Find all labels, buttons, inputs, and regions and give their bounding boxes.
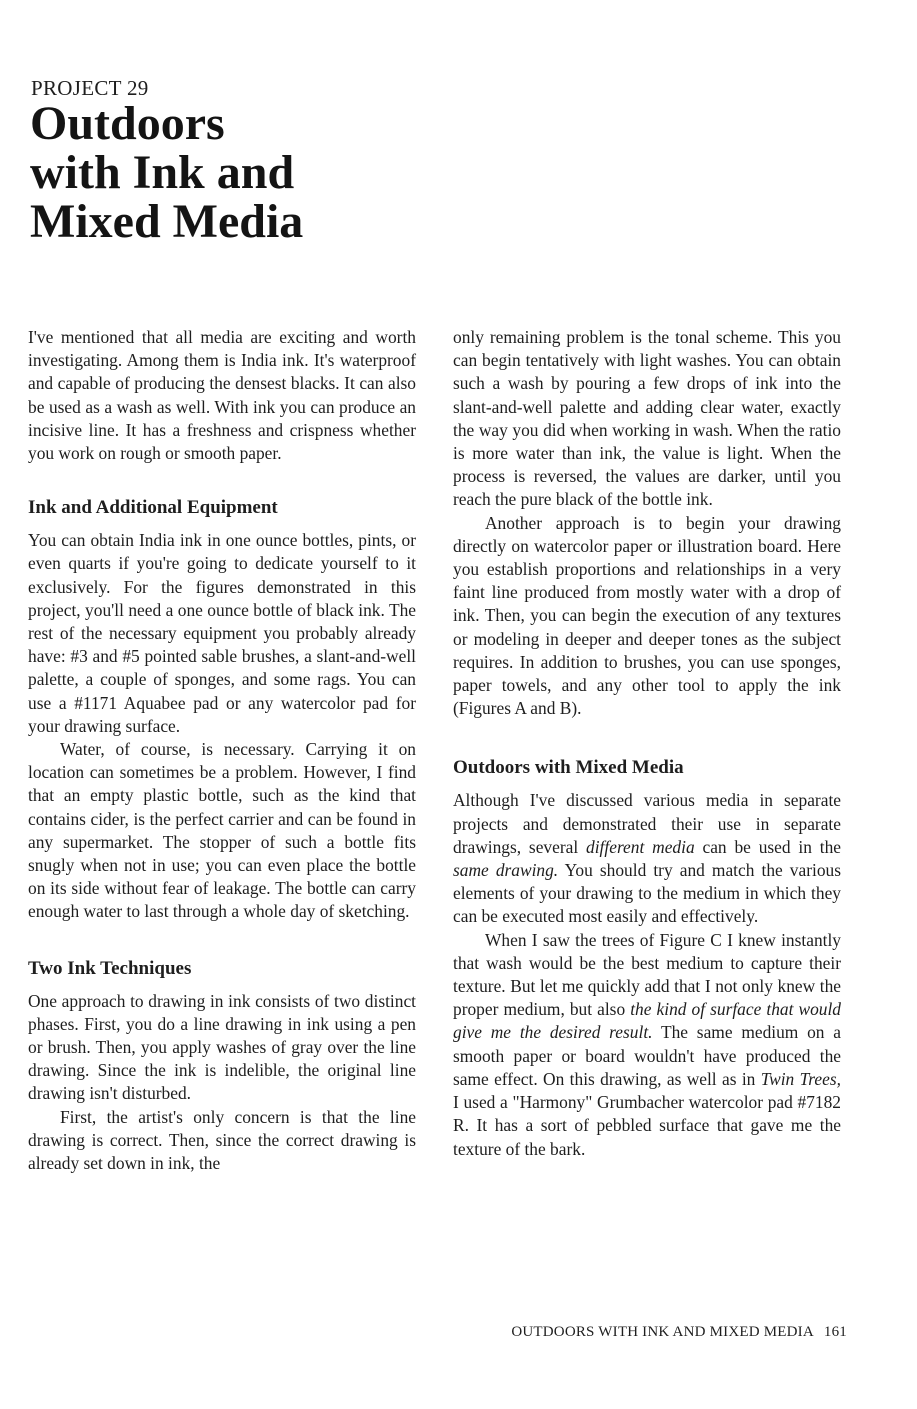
italic-text: same drawing.: [453, 860, 559, 881]
italic-text: Twin Trees,: [760, 1068, 841, 1089]
body-paragraph: You can obtain India ink in one ounce bottles, pints, or even quarts if you're going to dedicate yourself to it exclusively. For the figures demonstrated in this project, you'll need a one ounce bottle of black ink. The rest of the necessary equipment you probably already have: #3 and #5 pointed sable brushes, a slant-and-well palette, a couple of sponges, and some rags. You can use a #1171 Aquabee pad or any watercolor pad for your drawing surface.: [28, 530, 416, 736]
title-line: with Ink and: [30, 146, 295, 199]
text-run: I used a "Harmony" Grumbacher watercolor pad #7182 R. It has a sort of pebbled surface that gave me the texture of the bark.: [453, 1092, 841, 1159]
section-heading-ink-equipment: Ink and Additional Equipment: [28, 497, 278, 519]
body-paragraph: First, the artist's only concern is that the line drawing is correct. Then, since the correct drawing is already set down in ink, the: [28, 1106, 416, 1174]
text-run: When I saw the trees of Figure C I knew instantly that wash would be the best medium to capture their texture. But let me quickly add that I not only knew the proper medium, but also: [453, 929, 841, 1020]
body-paragraph: One approach to drawing in ink consists of two distinct phases. First, you do a line drawing in ink using a pen or brush. Then, you apply washes of gray over the line drawing. Since the ink is indelible, the original line drawing isn't disturbed.: [28, 990, 416, 1104]
section-heading-outdoors-mixed-media: Outdoors with Mixed Media: [453, 757, 684, 779]
body-paragraph: Another approach is to begin your drawing directly on watercolor paper or illustration board. Here you establish proportions and relationships in a very faint line produced from mostly water with a drop of ink. Then, you can begin the execution of any textures or modeling in deeper and deeper tones as the subject requires. In addition to brushes, you can use sponges, paper towels, and any other tool to apply the ink (Figures A and B).: [453, 512, 841, 719]
page-title: [30, 99, 303, 246]
title-line: Outdoors: [30, 97, 225, 150]
running-title: OUTDOORS WITH INK AND MIXED MEDIA: [511, 1324, 814, 1340]
page-number: 161: [823, 1324, 847, 1340]
body-paragraph: [453, 789, 841, 928]
italic-text: different media: [586, 836, 695, 857]
body-paragraph: Water, of course, is necessary. Carrying it on location can sometimes be a problem. However, I find that an empty plastic bottle, such as the kind that contains cider, is the perfect carrier and can be found in any supermarket. The stopper of such a bottle fits snugly when not in use; you can even place the bottle on its side without fear of leakage. The bottle can carry enough water to last through a whole day of sketching.: [28, 739, 416, 922]
italic-text: the kind of surface that would give me the desired result.: [453, 999, 841, 1043]
intro-paragraph: I've mentioned that all media are exciting and worth investigating. Among them is India ink. It's waterproof and capable of producing the densest blacks. It can also be used as a wash as well. With ink you can produce an incisive line. It has a freshness and crispness whether you work on rough or smooth paper.: [28, 327, 416, 464]
project-kicker: PROJECT 29: [31, 76, 149, 100]
text-run: You should try and match the various elements of your drawing to the medium in which they can be executed most easily and effectively.: [453, 860, 841, 927]
text-run: Although I've discussed various media in separate projects and demonstrated their use in separate drawings, several: [453, 790, 841, 857]
body-paragraph: [453, 929, 841, 1161]
text-run: can be used in the: [702, 836, 842, 857]
section-heading-two-techniques: Two Ink Techniques: [28, 957, 192, 979]
body-paragraph: only remaining problem is the tonal scheme. This you can begin tentatively with light washes. You can obtain such a wash by pouring a few drops of ink into the slant-and-well palette and adding clear water, exactly the way you did when working in wash. When the ratio is more water than ink, the value is light. When the process is reversed, the values are darker, until you reach the pure black of the bottle ink.: [453, 327, 841, 510]
title-line: Mixed Media: [30, 195, 304, 248]
text-run: The same medium on a smooth paper or board wouldn't have produced the same effect. On this drawing, as well as in: [453, 1022, 841, 1089]
right-column: [453, 326, 841, 1161]
left-column: [28, 326, 416, 1175]
page-footer: [455, 1324, 847, 1341]
